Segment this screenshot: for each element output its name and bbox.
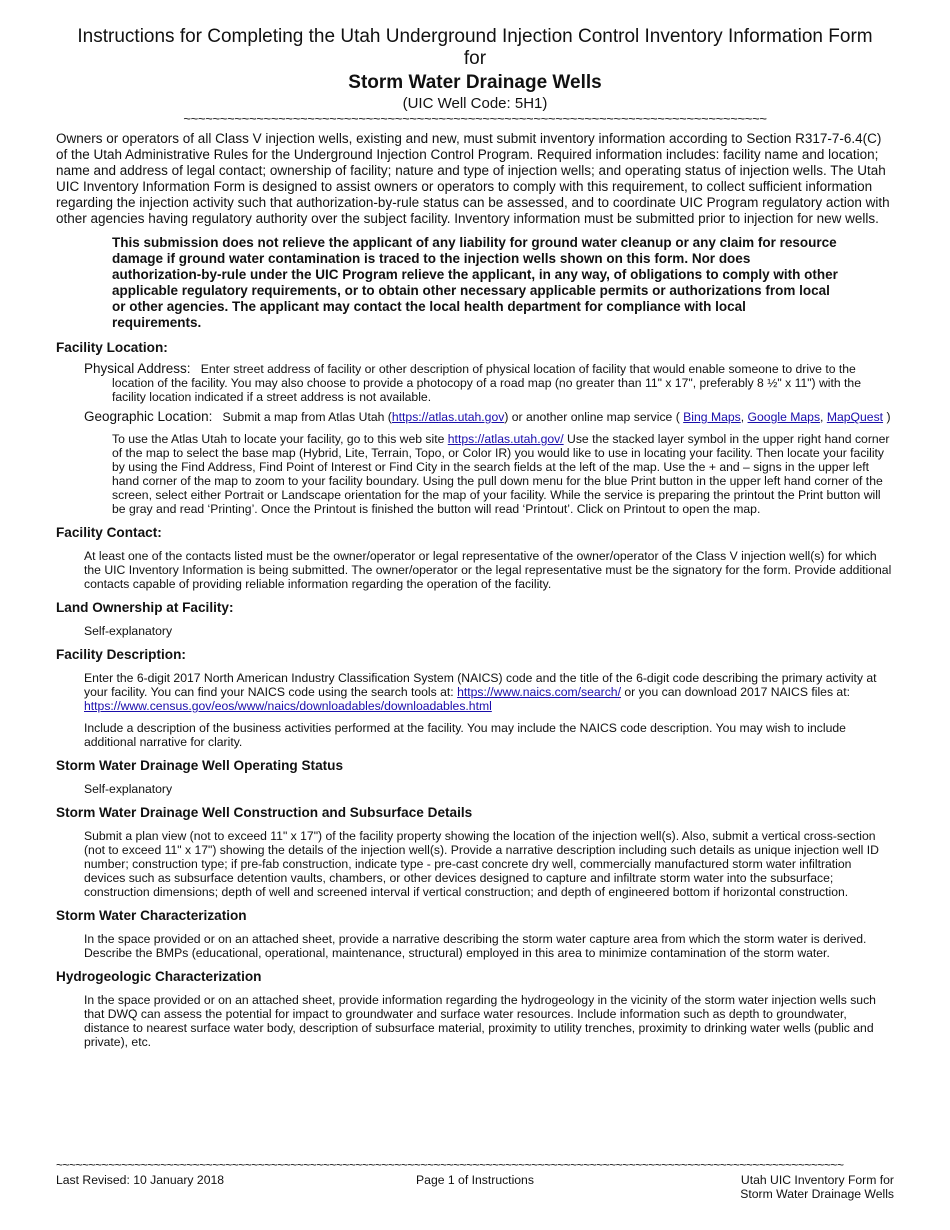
- facility-description-paragraph: [84, 671, 894, 713]
- mapquest-link[interactable]: MapQuest: [826, 410, 884, 424]
- atlas-text: To use the Atlas Utah to locate your facility, go to this web site: [112, 432, 448, 446]
- operating-status-text: Self-explanatory: [84, 782, 173, 796]
- physical-address-label: Physical Address:: [84, 361, 191, 376]
- hydrogeologic-heading: Hydrogeologic Characterization: [56, 969, 262, 984]
- document-title: Instructions for Completing the Utah Underground Injection Control Inventory Information Form: [77, 26, 873, 47]
- atlas-instructions-paragraph: [112, 432, 894, 516]
- bing-maps-link[interactable]: Bing Maps: [683, 410, 741, 424]
- geo-separator: ,: [820, 410, 827, 424]
- geographic-location-paragraph: [84, 410, 894, 424]
- document-page: [56, 26, 894, 1049]
- well-code: (UIC Well Code: 5H1): [402, 95, 548, 112]
- footer-form-name-line1: Utah UIC Inventory Form for: [740, 1173, 894, 1187]
- geographic-location-label: Geographic Location:: [84, 409, 213, 424]
- geo-text: Submit a map from Atlas Utah (: [222, 410, 392, 424]
- last-revised: Last Revised: 10 January 2018: [56, 1173, 225, 1187]
- document-subject-title: Storm Water Drainage Wells: [348, 72, 602, 93]
- facility-contact-heading: Facility Contact:: [56, 525, 162, 540]
- construction-heading: Storm Water Drainage Well Construction and Subsurface Details: [56, 805, 473, 820]
- land-ownership-text: Self-explanatory: [84, 624, 173, 638]
- storm-water-characterization-text: In the space provided or on an attached sheet, provide a narrative describing the storm water capture area from which the storm water is derived. Describe the BMPs (educational, operational, maintenance, structural) employed in this area to minimize contamination of the storm water.: [84, 932, 867, 960]
- header-separator: ~~~~~~~~~~~~~~~~~~~~~~~~~~~~~~~~~~~~~~~~~~~~~~~~~~~~~~~~~~~~~~~~~~~~~~~~~~~~~~~~: [183, 113, 767, 125]
- construction-text: Submit a plan view (not to exceed 11" x 17") of the facility property showing the location of the injection well(s). Also, submit a vertical cross-section (not to exceed 11" x 17") showing the details of the injection well(s). Provide a narrative description including such details as unique injection well ID number; construction type; if pre-fab construction, indicate type - pre-cast concrete dry well, commercially manufactured storm water infiltration devices such as subsurface detention vaults, chambers, or other devices designed to capture and infiltrate storm water into the subsurface; construction dimensions; depth of well and screened interval if vertical construction; and depth of engineered bottom if horizontal construction.: [84, 829, 879, 899]
- land-ownership-heading: Land Ownership at Facility:: [56, 600, 234, 615]
- storm-water-characterization-heading: Storm Water Characterization: [56, 908, 247, 923]
- atlas-site-link[interactable]: https://atlas.utah.gov/: [447, 432, 564, 446]
- physical-address-paragraph: [84, 362, 894, 404]
- title-for: for: [463, 48, 487, 69]
- footer-form-name: [740, 1173, 894, 1201]
- facility-contact-text: At least one of the contacts listed must be the owner/operator or legal representative of the owner/operator of the Class V injection well(s) for which the UIC Inventory Information is being submitted. The owner/operator or the legal representative must be the signatory for the form. Provide additional contacts capable of providing reliable information regarding the operation of the facility.: [84, 549, 892, 591]
- page-number: Page 1 of Instructions: [416, 1173, 534, 1187]
- facility-location-heading: Facility Location:: [56, 340, 168, 355]
- naics-text: or you can download 2017 NAICS files at:: [620, 685, 850, 699]
- facility-description-heading: Facility Description:: [56, 647, 186, 662]
- atlas-utah-link[interactable]: https://atlas.utah.gov: [391, 410, 505, 424]
- physical-address-text: Enter street address of facility or other description of physical location of facility that would enable someone to drive to the location of the facility. You may also choose to provide a photocopy of a road map (no greater than 11" x 17", preferably 8 ½" x 11") with the facility location indicated if a street address is not available.: [112, 362, 861, 404]
- google-maps-link[interactable]: Google Maps: [747, 410, 821, 424]
- disclaimer-paragraph: This submission does not relieve the applicant of any liability for ground water cleanup or any claim for resource damage if ground water contamination is traced to the injection wells shown on this form. Nor does authorization-by-rule under the UIC Program relieve the applicant, in any way, of obligations to comply with other applicable regulatory requirements, or to obtain other necessary applicable permits or authorizations from local or other agencies. The applicant may contact the local health department for compliance with local requirements.: [112, 235, 838, 330]
- census-naics-link[interactable]: https://www.census.gov/eos/www/naics/downloadables/downloadables.html: [84, 699, 492, 713]
- footer-separator: ~~~~~~~~~~~~~~~~~~~~~~~~~~~~~~~~~~~~~~~~~~~~~~~~~~~~~~~~~~~~~~~~~~~~~~~~~~~~~~~~~~~~~~~~~~~~~~~~~~~~~~~~~~~~~~~~~~~~~~~~~: [56, 1160, 844, 1170]
- geo-text: ) or another online map service (: [504, 410, 684, 424]
- facility-description-text2: Include a description of the business activities performed at the facility. You may include the NAICS code description. You may wish to include additional narrative for clarity.: [84, 721, 846, 749]
- operating-status-heading: Storm Water Drainage Well Operating Status: [56, 758, 344, 773]
- naics-search-link[interactable]: https://www.naics.com/search/: [457, 685, 621, 699]
- atlas-text: Use the stacked layer symbol in the upper right hand corner of the map to select the base map (Hybrid, Lite, Terrain, Topo, or Color IR) you would like to use in locating your facility. Then locate your facility by using the Find Address, Find Point of Interest or Find City in the search fields at the left of the map. Use the + and – signs in the upper left hand corner of the map to zoom to your facility boundary. Using the pull down menu for the blue Print button in the upper left hand corner of the screen, select either Portrait or Landscape orientation for the map of your facility. While the service is preparing the printout the Print button will be gray and read ‘Printing’. Once the Printout is finished the button will read ‘Printout’. Click on Printout to open the map.: [112, 432, 890, 516]
- footer-form-name-line2: Storm Water Drainage Wells: [740, 1187, 894, 1201]
- geo-text: ): [883, 410, 891, 424]
- intro-paragraph: Owners or operators of all Class V injection wells, existing and new, must submit inventory information according to Section R317-7-6.4(C) of the Utah Administrative Rules for the Underground Injection Control Program. Required information includes: facility name and location; name and address of legal contact; ownership of facility; nature and type of injection wells; and operating status of injection wells. The Utah UIC Inventory Information Form is designed to assist owners or operators to comply with this requirement, to collect sufficient information regarding the injection activity such that authorization-by-rule status can be assessed, and to coordinate UIC Program regulatory action with other agencies having regulatory authority over the subject facility. Inventory information must be submitted prior to injection for new wells.: [56, 131, 890, 226]
- hydrogeologic-text: In the space provided or on an attached sheet, provide information regarding the hydrogeology in the vicinity of the storm water injection wells such that DWQ can assess the potential for impact to groundwater and surface water resources. Include information such as depth to groundwater, distance to nearest surface water body, description of subsurface material, proximity to utility trenches, proximity to drinking water wells (public and private), etc.: [84, 993, 876, 1049]
- naics-text: Enter the 6-digit 2017 North American Industry Classification System (NAICS) code and the title of the 6-digit code describing the primary activity at your facility. You can find your NAICS code using the search tools at:: [84, 671, 877, 699]
- geo-separator: ,: [740, 410, 748, 424]
